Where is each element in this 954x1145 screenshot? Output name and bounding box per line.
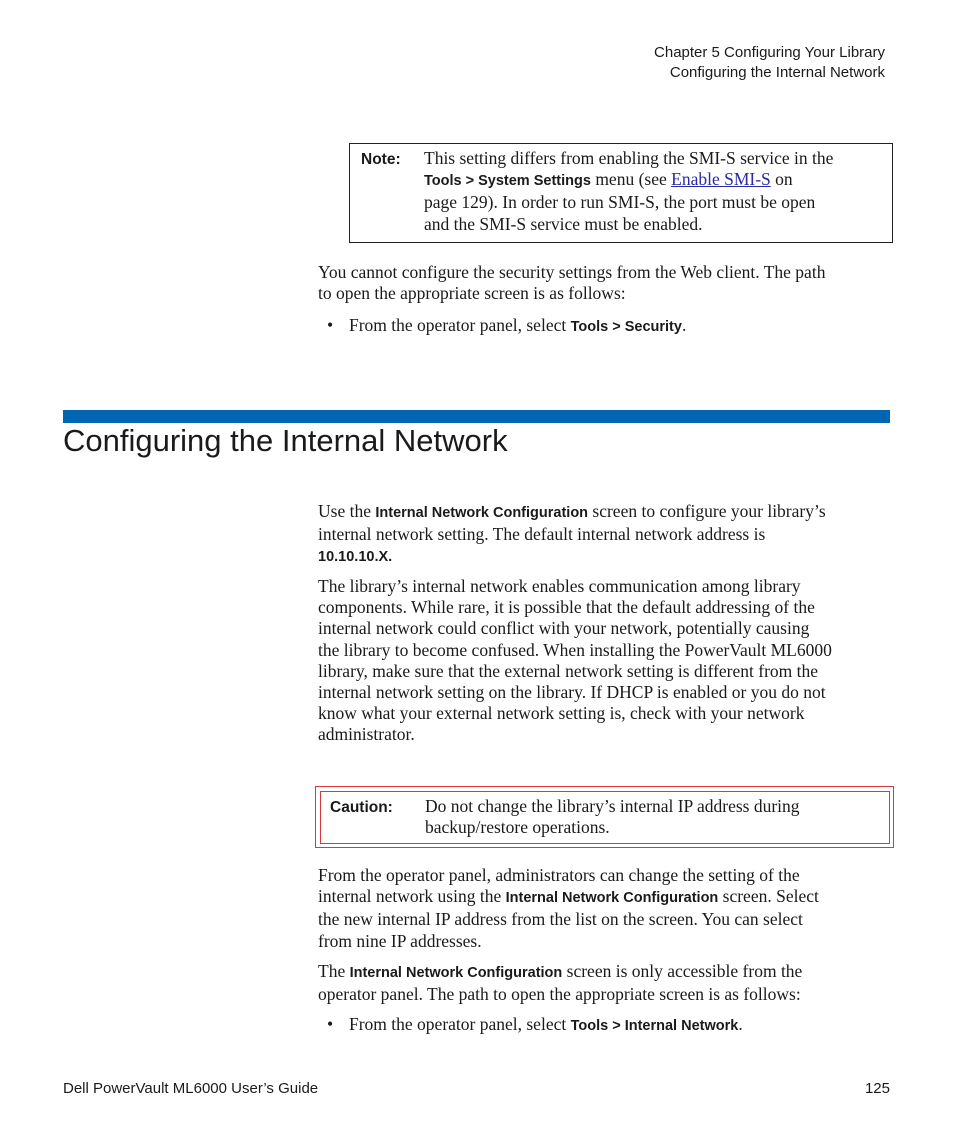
security-paragraph — [318, 262, 825, 304]
paragraph-line: know what your external network setting is, check with your network — [318, 703, 805, 724]
paragraph-line: the new internal IP address from the list on the screen. You can select — [318, 909, 803, 930]
screen-name: Internal Network Configuration — [505, 890, 719, 907]
screen-name: Internal Network Configuration — [349, 965, 563, 981]
footer-title: Dell PowerVault ML6000 User’s Guide — [63, 1080, 319, 1097]
enable-smis-link[interactable]: Enable SMI-S — [671, 169, 771, 190]
paragraph-line — [318, 886, 819, 909]
bullet-icon: • — [327, 315, 334, 335]
paragraph-line: You cannot configure the security settings from the Web client. The path — [318, 262, 826, 282]
paragraph-line: the library to become confused. When installing the PowerVault ML6000 — [318, 639, 832, 660]
section-title: Configuring the Internal Network — [63, 423, 508, 458]
paragraph-line: internal network setting. The default internal network address is — [318, 524, 766, 545]
text-fragment: screen is only accessible from the — [562, 961, 803, 981]
text-fragment: screen to configure your library’s — [588, 501, 826, 521]
caution-label: Caution: — [330, 799, 393, 816]
header-chapter: Chapter 5 Configuring Your Library — [654, 44, 885, 61]
access-paragraph — [318, 961, 802, 1005]
paragraph-line: operator panel. The path to open the appropriate screen is as follows: — [318, 984, 801, 1005]
paragraph-line: administrator. — [318, 724, 415, 745]
note-label: Note: — [361, 151, 401, 168]
text-fragment: The — [318, 961, 350, 981]
paragraph-line: from nine IP addresses. — [318, 930, 482, 951]
running-header — [654, 43, 885, 83]
paragraph-line: to open the appropriate screen is as follows: — [318, 283, 626, 304]
text-fragment: screen. Select — [718, 886, 819, 907]
paragraph-line — [318, 961, 802, 984]
text-fragment: Use the — [318, 501, 376, 521]
security-bullet — [349, 315, 686, 338]
bullet-end: . — [681, 315, 687, 335]
paragraph-line: From the operator panel, administrators can change the setting of the — [318, 865, 800, 885]
page-number: 125 — [864, 1080, 890, 1097]
network-paragraph — [318, 576, 832, 746]
note-menu-path: Tools > System Settings — [424, 173, 591, 190]
note-text-fragment: on — [770, 169, 793, 190]
bullet-text: From the operator panel, select — [349, 1014, 571, 1034]
note-box — [349, 143, 893, 243]
intro-paragraph — [318, 501, 826, 569]
bullet-icon: • — [327, 1014, 334, 1034]
paragraph-line: library, make sure that the external network setting is different from the — [318, 660, 819, 681]
note-line: This setting differs from enabling the SMI-S service in the — [424, 148, 834, 168]
bullet-end: . — [738, 1014, 743, 1034]
paragraph-line — [318, 501, 826, 524]
screen-name: Internal Network Configuration — [375, 505, 589, 521]
caution-line: backup/restore operations. — [425, 817, 610, 838]
admin-paragraph — [318, 865, 819, 952]
paragraph-line: internal network setting on the library. If DHCP is enabled or you do not — [318, 682, 826, 703]
paragraph-line: internal network could conflict with your network, potentially causing — [318, 618, 810, 639]
default-address: 10.10.10.X. — [318, 549, 393, 566]
network-menu-path: Tools > Internal Network — [570, 1018, 739, 1034]
bullet-text: From the operator panel, select — [349, 315, 571, 335]
note-line: page 129). In order to run SMI-S, the port must be open — [424, 192, 816, 213]
caution-line: Do not change the library’s internal IP address during — [425, 796, 800, 816]
caution-text — [425, 796, 885, 838]
caution-box — [315, 786, 894, 848]
note-text-fragment: menu (see — [590, 169, 672, 190]
caution-inner-border — [320, 791, 890, 844]
paragraph-line: The library’s internal network enables communication among library — [318, 576, 801, 596]
text-fragment: internal network using the — [318, 886, 506, 907]
security-menu-path: Tools > Security — [570, 319, 682, 335]
paragraph-line: components. While rare, it is possible that the default addressing of the — [318, 597, 815, 618]
note-line — [424, 169, 884, 192]
note-text — [424, 148, 884, 235]
header-section: Configuring the Internal Network — [669, 64, 885, 81]
note-line: and the SMI-S service must be enabled. — [424, 213, 703, 234]
paragraph-line — [318, 545, 826, 568]
network-bullet — [349, 1014, 743, 1037]
